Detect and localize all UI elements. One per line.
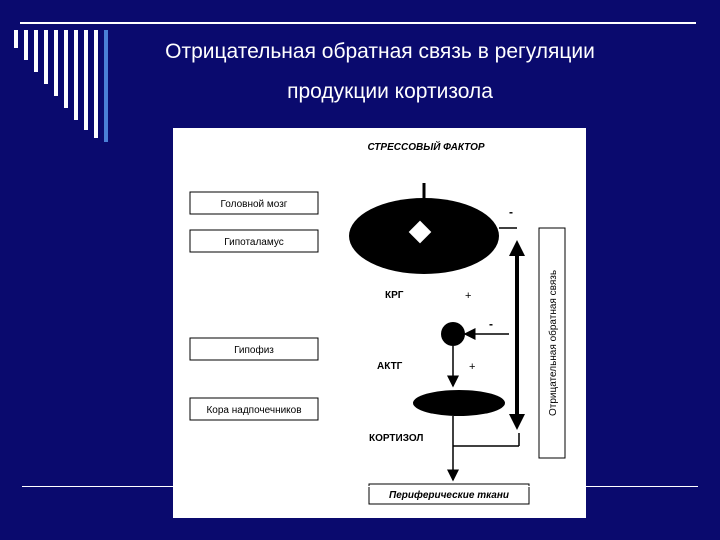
diagram-panel [173,128,586,518]
organ-label-adrenal-cortex: Кора надпочечников [206,405,302,416]
adrenal-ellipse [413,390,505,416]
cortisol-feedback-diagram [173,128,586,518]
sign-minus-brain: - [509,205,513,219]
top-divider [20,22,696,24]
deco-bar [34,30,38,72]
organ-label-pituitary: Гипофиз [234,345,274,356]
organ-label-hypothalamus: Гипоталамус [224,237,284,248]
sign-plus-acth: + [469,361,476,373]
pituitary-circle [441,322,465,346]
feedback-label: Отрицательная обратная связь [548,269,559,417]
feedback-arrow-head-up [509,240,525,256]
stress-factor-label: СТРЕССОВЫЙ ФАКТОР [367,142,485,153]
feedback-arrow-head-down [509,414,525,430]
hormone-label-acth: АКТГ [377,361,403,372]
peripheral-tissues-label: Периферические ткани [389,490,509,501]
sign-minus-pituitary: - [489,317,493,331]
deco-bar [24,30,28,60]
hormone-label-crh: КРГ [385,290,404,301]
slide-title-line-2: продукции кортизола [287,80,493,103]
deco-bar [14,30,18,48]
slide-title-line-1: Отрицательная обратная связь в регуляции [165,40,595,63]
hormone-label-cortisol: КОРТИЗОЛ [369,433,424,444]
bottom-divider [22,486,698,487]
organ-label-brain: Головной мозг [220,199,288,210]
sign-plus-crh: + [465,290,472,302]
